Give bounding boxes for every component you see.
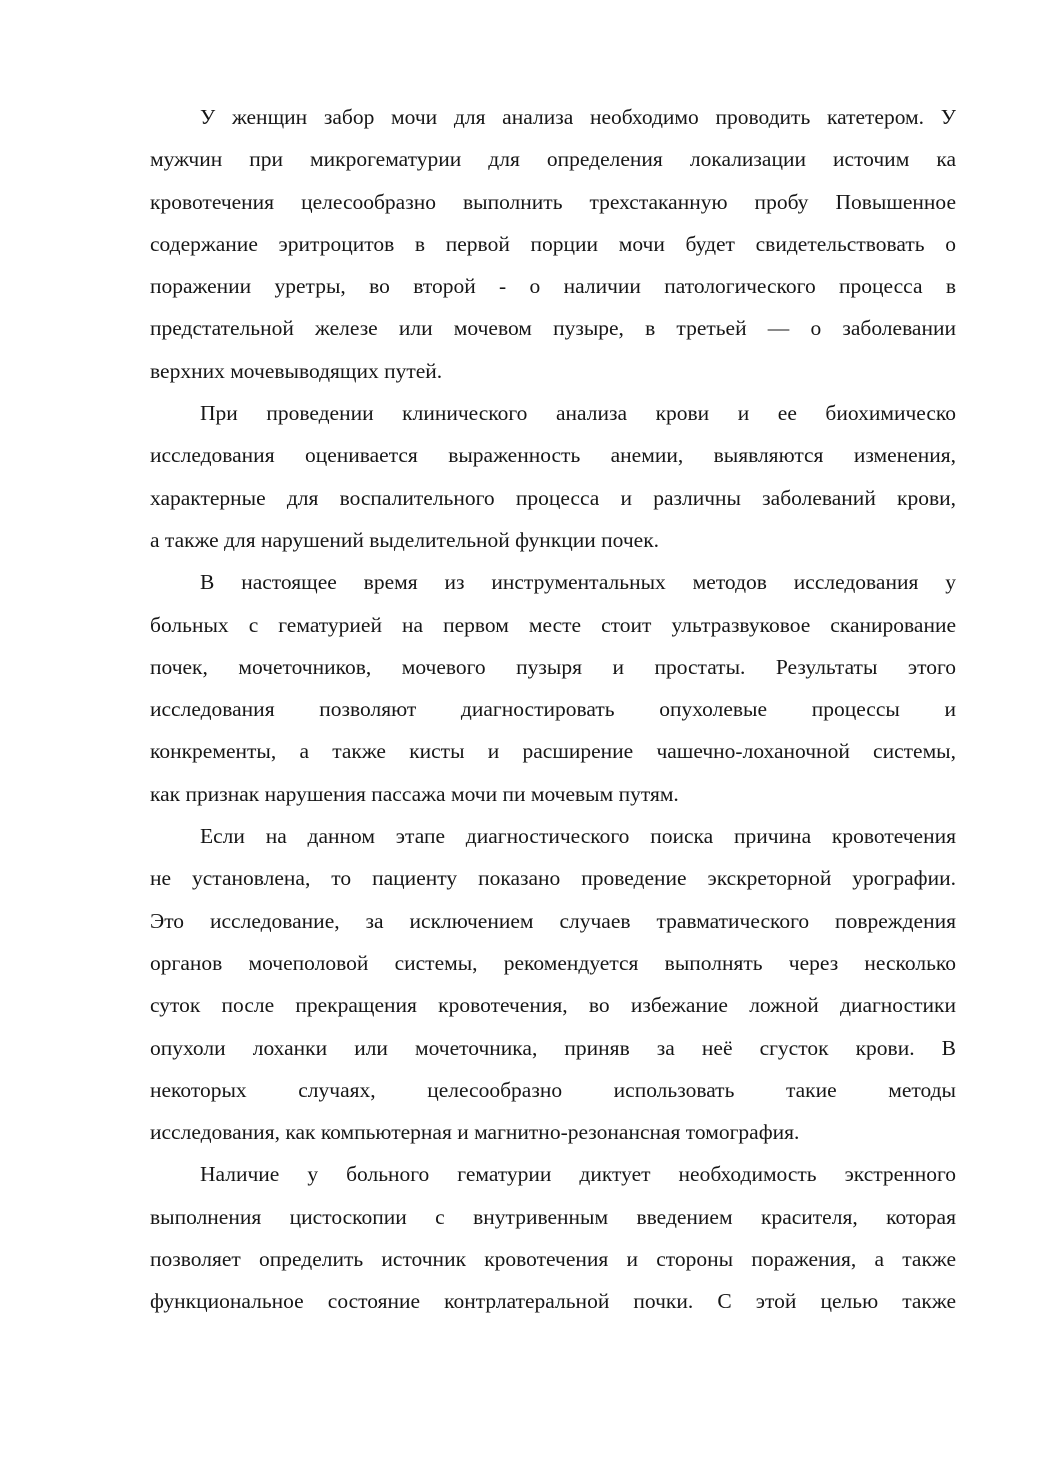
text-line: а также для нарушений выделительной функции почек. <box>150 527 660 552</box>
paragraph-blood-analysis <box>150 392 956 561</box>
text-line: исследования оценивается выраженность анемии, выявляются изменения, <box>150 443 956 468</box>
text-line: некоторых случаях, целесообразно использовать такие методы <box>150 1077 956 1102</box>
text-line: органов мочеполовой системы, рекомендуется выполнять через несколько <box>150 950 956 975</box>
text-line: Это исследование, за исключением случаев травматического повреждения <box>150 908 956 933</box>
text-line: характерные для воспалительного процесса и различны заболеваний крови, <box>150 485 956 510</box>
text-line: почек, мочеточников, мочевого пузыря и простаты. Результаты этого <box>150 654 956 679</box>
text-line: мужчин при микрогематурии для определения локализации источим ка <box>150 147 956 172</box>
text-line: как признак нарушения пассажа мочи пи мочевым путям. <box>150 781 679 806</box>
text-line: кровотечения целесообразно выполнить трехстаканную пробу Повышенное <box>150 189 956 214</box>
text-line: позволяет определить источник кровотечения и стороны поражения, а также <box>150 1247 956 1272</box>
text-line: выполнения цистоскопии с внутривенным введением красителя, которая <box>150 1204 956 1229</box>
text-line: У женщин забор мочи для анализа необходимо проводить катетером. У <box>200 105 956 129</box>
text-line: исследования позволяют диагностировать опухолевые процессы и <box>150 697 956 722</box>
text-line: верхних мочевыводящих путей. <box>150 358 443 383</box>
text-line: больных с гематурией на первом месте стоит ультразвуковое сканирование <box>150 612 956 637</box>
paragraph-ultrasound <box>150 561 956 815</box>
text-line: В настоящее время из инструментальных методов исследования у <box>200 570 956 595</box>
text-line: Наличие у больного гематурии диктует необходимость экстренного <box>200 1162 956 1187</box>
text-line: конкременты, а также кисты и расширение чашечно-лоханочной системы, <box>150 739 956 764</box>
text-line: Если на данном этапе диагностического поиска причина кровотечения <box>200 824 956 849</box>
text-line: поражении уретры, во второй - о наличии патологического процесса в <box>150 274 956 299</box>
text-line: функциональное состояние контрлатеральной почки. С этой целью также <box>150 1289 956 1314</box>
text-line: опухоли лоханки или мочеточника, приняв за неё сгусток крови. В <box>150 1035 956 1060</box>
text-line: не установлена, то пациенту показано проведение экскреторной урографии. <box>150 866 956 891</box>
paragraph-cystoscopy <box>150 1153 956 1322</box>
paragraph-urine-sampling <box>150 96 956 392</box>
text-line: содержание эритроцитов в первой порции мочи будет свидетельствовать о <box>150 231 956 256</box>
body-text <box>150 96 956 1323</box>
paragraph-urography <box>150 815 956 1153</box>
text-line: предстательной железе или мочевом пузыре, в третьей — о заболевании <box>150 316 956 341</box>
text-line: суток после прекращения кровотечения, во избежание ложной диагностики <box>150 993 956 1018</box>
text-line: При проведении клинического анализа крови и ее биохимическо <box>200 401 956 426</box>
text-line: исследования, как компьютерная и магнитно-резонансная томография. <box>150 1120 800 1145</box>
